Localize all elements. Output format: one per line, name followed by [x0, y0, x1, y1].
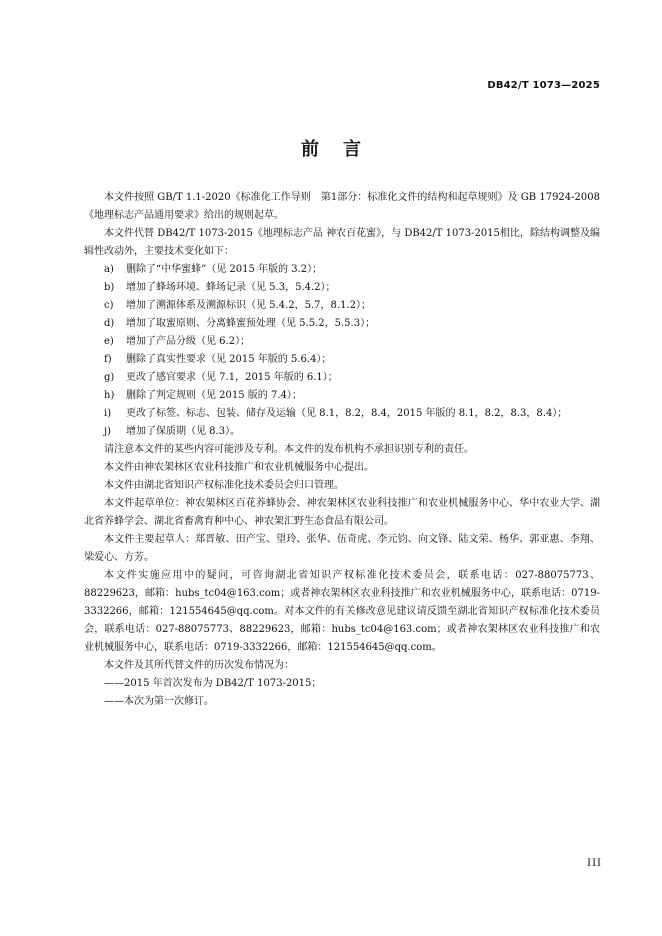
list-item-text: 增加了溯源体系及溯源标识（见 5.4.2，5.7，8.1.2）； — [126, 300, 371, 311]
patent-notice: 请注意本文件的某些内容可能涉及专利。本文件的发布机构不承担识别专利的责任。 — [104, 444, 474, 455]
list-item-text: 增加了蜂场环境、蜂场记录（见 5.3，5.4.2）； — [126, 282, 336, 293]
list-item-mark: j) — [104, 426, 112, 437]
replacement-paragraph: 本文件代替 DB42/T 1073-2015《地理标志产品 神农百花蜜》，与 DB42/T 1073-2015相比，除结构调整及编辑性改动外，主要技术变化如下： — [84, 228, 600, 257]
list-item-mark: b) — [104, 282, 115, 293]
list-item-text: 更改了感官要求（见 7.1，2015 年版的 6.1）； — [126, 372, 338, 383]
technical-changes-list — [84, 261, 600, 441]
list-item: ——2015 年首次发布为 DB42/T 1073-2015； — [104, 678, 322, 689]
list-item — [84, 387, 600, 405]
drafters: 本文件主要起草人：郑晋敏、田产宝、望玲、张华、伍奇虎、李元钧、向文锋、陆文荣、杨华、郭亚惠、李翔、梁爱心、方芳。 — [84, 534, 600, 563]
list-item — [84, 333, 600, 351]
list-item — [84, 423, 600, 441]
list-item-text: 增加了产品分级（见 6.2）； — [126, 336, 251, 347]
document-code: DB42/T 1073—2025 — [487, 80, 600, 91]
list-item-mark: e) — [104, 336, 114, 347]
list-item-mark: h) — [104, 390, 115, 401]
list-item: ——本次为第一次修订。 — [104, 696, 214, 707]
list-item-text: 增加了取蜜原则、分离蜂蜜预处理（见 5.5.2，5.5.3）； — [126, 318, 376, 329]
list-item — [84, 297, 600, 315]
list-item — [84, 315, 600, 333]
list-item-mark: i) — [104, 408, 112, 419]
list-item-text: 增加了保质期（见 8.3）。 — [126, 426, 241, 437]
drafting-units: 本文件起草单位：神农架林区百花养蜂协会、神农架林区农业科技推广和农业机械服务中心、华中农业大学、湖北省养蜂学会、湖北省畜禽育种中心、神农架汇野生态食品有限公司。 — [84, 498, 600, 527]
list-item-mark: d) — [104, 318, 115, 329]
history-intro: 本文件及其所代替文件的历次发布情况为： — [104, 660, 294, 671]
page-title: 前言 — [301, 139, 385, 160]
list-item-mark: c) — [104, 300, 114, 311]
foreword-body — [84, 189, 600, 711]
list-item — [84, 261, 600, 279]
list-item — [84, 405, 600, 423]
list-item-text: 删除了“中华蜜蜂”（见 2015 年版的 3.2）； — [126, 264, 323, 275]
contact-info: 本文件实施应用中的疑问，可咨询湖北省知识产权标准化技术委员会，联系电话：027-88075773、88229623，邮箱：hubs_tc04@163.com；或者神农架林区农业科技推广和农业机械服务中心，联系电话：0719-3332266，邮箱：121554645@qq.com。对本文件的有关修改意见建议请反馈至湖北省知识产权标准化技术委员会，联系电话：027-88075773、88229623，邮箱：hubs_tc04@163.com；或者神农架林区农业科技推广和农业机械服务中心，联系电话：0719-3332266，邮箱：121554645@qq.com。 — [84, 570, 600, 653]
list-item-text: 更改了标签、标志、包装、储存及运输（见 8.1，8.2，8.4，2015 年版的 8.1，8.2，8.3，8.4）； — [126, 408, 568, 419]
list-item — [84, 369, 600, 387]
list-item-mark: a) — [104, 264, 114, 275]
page-number: III — [587, 858, 602, 869]
list-item-mark: g) — [104, 372, 115, 383]
drafting-basis-paragraph: 本文件按照 GB/T 1.1-2020《标准化工作导则 第1部分：标准化文件的结构和起草规则》及 GB 17924-2008《地理标志产品通用要求》给出的规则起草。 — [84, 192, 600, 221]
proposer-statement: 本文件由神农架林区农业科技推广和农业机械服务中心提出。 — [104, 462, 374, 473]
list-item — [84, 279, 600, 297]
authority-statement: 本文件由湖北省知识产权标准化技术委员会归口管理。 — [104, 480, 344, 491]
list-item — [84, 351, 600, 369]
list-item-text: 删除了真实性要求（见 2015 年版的 5.6.4）； — [126, 354, 332, 365]
release-history-list — [84, 675, 600, 711]
list-item-mark: f) — [104, 354, 112, 365]
list-item-text: 删除了判定规则（见 2015 版的 7.4）； — [126, 390, 302, 401]
